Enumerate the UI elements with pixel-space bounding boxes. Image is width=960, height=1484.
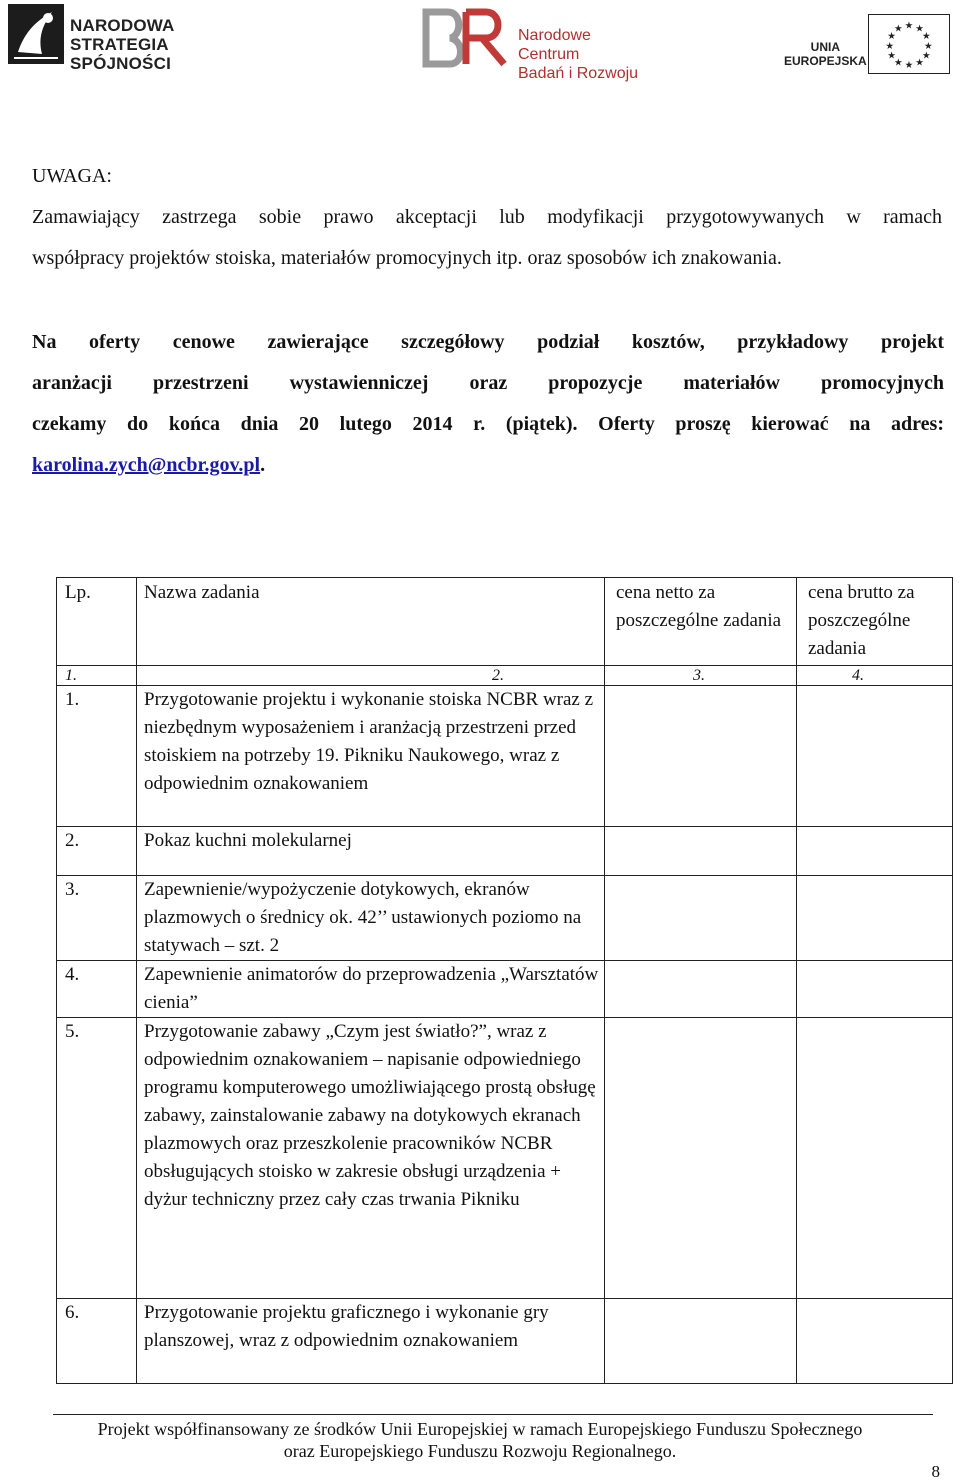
ncbr-logo-line1: Narodowe Centrum (518, 27, 591, 63)
row-net-price-cell[interactable] (605, 827, 797, 876)
row-lp: 2. (57, 827, 137, 876)
nss-emblem-icon (8, 4, 64, 64)
nss-logo-line2: STRATEGIA SPÓJNOŚCI (70, 35, 171, 73)
row-gross-price-cell[interactable] (797, 827, 953, 876)
header-task-name: Nazwa zadania (137, 578, 605, 666)
row-lp: 6. (57, 1299, 137, 1384)
table-row (57, 827, 953, 876)
eu-logo-line2: EUROPEJSKA (784, 54, 867, 68)
nss-logo-line1: NARODOWA (70, 16, 175, 35)
footer-line1: Projekt współfinansowany ze środków Unii Europejskiej w ramach Europejskiego Funduszu Społecznego (97, 1419, 863, 1439)
row-net-price-cell[interactable] (605, 1299, 797, 1384)
offer-paragraph (32, 322, 944, 486)
row-net-price-cell[interactable] (605, 686, 797, 827)
row-task-name: Pokaz kuchni molekularnej (137, 827, 605, 876)
svg-text:★: ★ (915, 23, 924, 35)
svg-text:★: ★ (887, 50, 896, 62)
header-gross-price: cena brutto za poszczególne zadania (797, 578, 953, 666)
row-gross-price-cell[interactable] (797, 876, 953, 961)
notice-paragraph (32, 197, 942, 279)
svg-text:★: ★ (904, 20, 914, 32)
header-lp: Lp. (57, 578, 137, 666)
svg-text:★: ★ (923, 40, 933, 52)
table-header-row (57, 578, 953, 666)
row-lp: 5. (57, 1018, 137, 1299)
nss-logo (8, 4, 268, 73)
ncbr-logo-line2: Badań i Rozwoju (518, 65, 639, 82)
footer-line2: oraz Europejskiego Funduszu Rozwoju Regionalnego. (283, 1441, 677, 1461)
eu-flag-icon (868, 14, 950, 74)
eu-logo-line1: UNIA (810, 40, 841, 54)
notice-line2: współpracy projektów stoiska, materiałów promocyjnych itp. oraz sposobów ich znakowania. (32, 247, 782, 269)
page-header (0, 0, 960, 80)
row-lp: 3. (57, 876, 137, 961)
row-task-name: Przygotowanie projektu i wykonanie stoiska NCBR wraz z niezbędnym wyposażeniem i aranżacją przestrzeni przed stoiskiem na potrzeby 19. Pikniku Naukowego, wraz z odpowiednim oznakowaniem (137, 686, 605, 827)
row-gross-price-cell[interactable] (797, 1018, 953, 1299)
row-lp: 1. (57, 686, 137, 827)
offer-line2: aranżacji przestrzeni wystawienniczej oraz propozycje materiałów promocyjnych (32, 372, 944, 394)
column-number: 4. (797, 666, 953, 686)
row-lp: 4. (57, 961, 137, 1018)
row-net-price-cell[interactable] (605, 876, 797, 961)
svg-text:★: ★ (894, 57, 903, 69)
eu-logo (772, 8, 952, 76)
tasks-table (56, 577, 953, 1384)
row-task-name: Przygotowanie zabawy „Czym jest światło?”, wraz z odpowiednim oznakowaniem – napisanie odpowiedniego programu komputerowego umożliwiającego prostą obsługę zabawy, zainstalowanie zabawy na dotykowych ekranach plazmowych oraz przeszkolenie pracowników NCBR obsługujących stoisko w zakresie obsługi urządzenia + dyżur techniczny przez cały czas trwania Pikniku (137, 1018, 605, 1299)
row-task-name: Przygotowanie projektu graficznego i wykonanie gry planszowej, wraz z odpowiednim oznakowaniem (137, 1299, 605, 1384)
row-gross-price-cell[interactable] (797, 961, 953, 1018)
table-row (57, 1018, 953, 1299)
table-row (57, 876, 953, 961)
offer-line1: Na oferty cenowe zawierające szczegółowy podział kosztów, przykładowy projekt (32, 331, 944, 353)
row-gross-price-cell[interactable] (797, 686, 953, 827)
ncbr-logo (420, 4, 640, 82)
svg-text:★: ★ (885, 40, 895, 52)
column-number: 3. (605, 666, 797, 686)
svg-text:★: ★ (887, 31, 896, 43)
svg-text:★: ★ (922, 50, 931, 62)
notice-line1: Zamawiający zastrzega sobie prawo akceptacji lub modyfikacji przygotowywanych w ramach (32, 206, 942, 228)
row-net-price-cell[interactable] (605, 961, 797, 1018)
table-row (57, 961, 953, 1018)
notice-label: UWAGA: (32, 165, 112, 187)
page-number: 8 (931, 1462, 940, 1481)
svg-text:★: ★ (922, 31, 931, 43)
svg-text:★: ★ (904, 60, 914, 72)
table-row (57, 1299, 953, 1384)
svg-text:★: ★ (915, 57, 924, 69)
email-suffix: . (260, 454, 266, 476)
column-number-row (57, 666, 953, 686)
row-net-price-cell[interactable] (605, 1018, 797, 1299)
header-net-price: cena netto za poszczególne zadania (605, 578, 797, 666)
row-task-name: Zapewnienie/wypożyczenie dotykowych, ekranów plazmowych o średnicy ok. 42’’ ustawionych poziomo na statywach – szt. 2 (137, 876, 605, 961)
column-number: 2. (137, 666, 605, 686)
offer-line3: czekamy do końca dnia 20 lutego 2014 r. (piątek). Oferty proszę kierować na adres: (32, 413, 944, 435)
row-task-name: Zapewnienie animatorów do przeprowadzenia „Warsztatów cienia” (137, 961, 605, 1018)
column-number: 1. (57, 666, 137, 686)
row-gross-price-cell[interactable] (797, 1299, 953, 1384)
email-link[interactable]: karolina.zych@ncbr.gov.pl (32, 454, 261, 476)
table-row (57, 686, 953, 827)
svg-text:★: ★ (894, 23, 903, 35)
page-footer (0, 1418, 960, 1462)
footer-divider (53, 1414, 933, 1415)
ncbr-emblem-icon (420, 4, 512, 72)
